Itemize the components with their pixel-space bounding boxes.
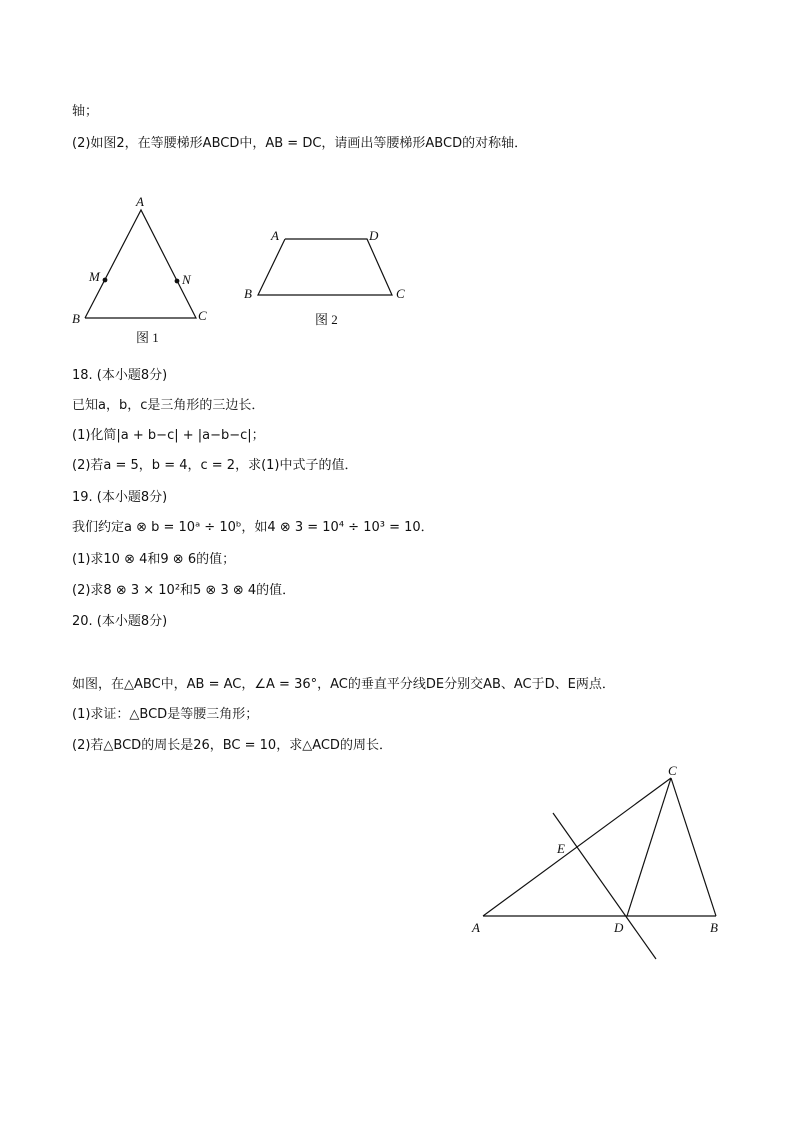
question-20-header: 20. (本小题8分)	[72, 614, 168, 629]
question-20-stem: 如图，在△ABC中，AB = AC，∠A = 36°，AC的垂直平分线DE分别交AB、AC于D、E两点．	[72, 677, 615, 692]
point-n	[175, 279, 180, 284]
figure-2-trapezoid	[244, 228, 405, 327]
question-18-stem: 已知a，b，c是三角形的三边长．	[72, 398, 265, 413]
fig2-label-c: C	[396, 286, 405, 301]
figure-1-triangle	[72, 194, 207, 345]
point-m	[103, 278, 108, 283]
question-19-stem: 我们约定a ⊗ b = 10ᵃ ÷ 10ᵇ，如4 ⊗ 3 = 10⁴ ÷ 10³ = 10．	[72, 520, 434, 535]
question-19-header: 19. (本小题8分)	[72, 490, 168, 505]
fig1-label-m: M	[89, 269, 100, 284]
fig1-caption: 图 1	[136, 330, 159, 345]
fig3-label-b: B	[710, 920, 718, 935]
fig2-label-b: B	[244, 286, 252, 301]
fig3-label-a: A	[472, 920, 480, 935]
fig1-label-a: A	[136, 194, 144, 209]
fig2-label-d: D	[369, 228, 379, 243]
question-20-part-1: (1)求证：△BCD是等腰三角形；	[72, 707, 259, 722]
question-17-part-2: (2)如图2，在等腰梯形ABCD中，AB = DC，请画出等腰梯形ABCD的对称轴．	[72, 136, 528, 151]
question-19-part-1: (1)求10 ⊗ 4和9 ⊗ 6的值；	[72, 552, 236, 567]
fig3-label-e: E	[557, 841, 565, 856]
fig2-label-a: A	[271, 228, 279, 243]
fig2-caption: 图 2	[315, 312, 338, 327]
question-20-part-2: (2)若△BCD的周长是26，BC = 10，求△ACD的周长．	[72, 738, 392, 753]
fig1-label-n: N	[182, 272, 191, 287]
text-line-1: 轴；	[72, 104, 99, 119]
fig1-label-b: B	[72, 311, 80, 326]
question-18-part-2: (2)若a = 5，b = 4，c = 2，求(1)中式子的值．	[72, 458, 358, 473]
fig3-label-c: C	[668, 763, 677, 778]
fig3-label-d: D	[614, 920, 624, 935]
fig1-label-c: C	[198, 308, 207, 323]
question-19-part-2: (2)求8 ⊗ 3 × 10²和5 ⊗ 3 ⊗ 4的值．	[72, 583, 296, 598]
question-18-header: 18. (本小题8分)	[72, 368, 168, 383]
question-18-part-1: (1)化简|a + b−c| + |a−b−c|；	[72, 428, 265, 443]
figure-3-triangle	[471, 763, 718, 959]
